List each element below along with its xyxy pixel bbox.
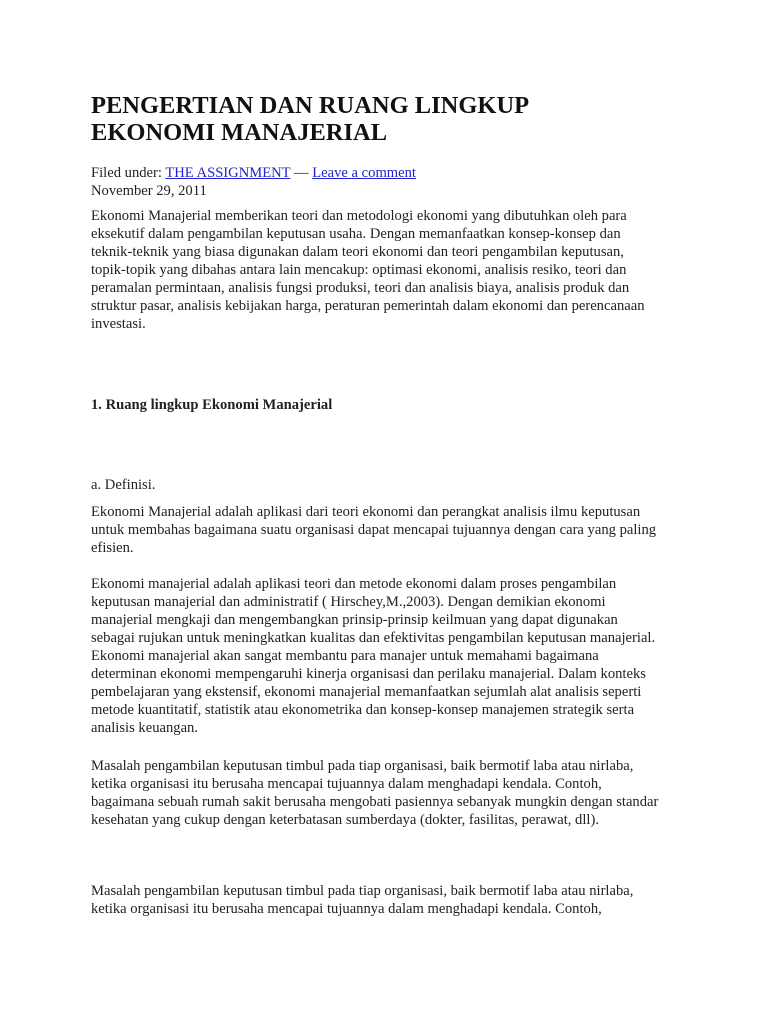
text-line: Masalah pengambilan keputusan timbul pada tiap organisasi, baik bermotif laba atau nirlaba, <box>91 758 634 774</box>
text-line: ketika organisasi itu berusaha mencapai tujuannya dalam menghadapi kendala. Contoh, <box>91 901 602 917</box>
subheading: a. Definisi. <box>91 477 156 493</box>
text-line: bagaimana sebuah rumah sakit berusaha mengobati pasiennya sebanyak mungkin dengan standar <box>91 794 659 810</box>
text-line: Ekonomi manajerial adalah aplikasi teori dan metode ekonomi dalam proses pengambilan <box>91 576 617 592</box>
text-line: analisis keuangan. <box>91 720 198 736</box>
page-title <box>91 92 529 146</box>
text-line: efisien. <box>91 540 134 556</box>
text-line: teknik-teknik yang biasa digunakan dalam teori ekonomi dan teori pengambilan keputusan, <box>91 244 624 260</box>
text-line: ketika organisasi itu berusaha mencapai tujuannya dalam menghadapi kendala. Contoh, <box>91 776 602 792</box>
text-line: metode kuantitatif, statistik atau ekonometrika dan konsep-konsep manajemen strategik serta <box>91 702 635 718</box>
text-line: Ekonomi Manajerial memberikan teori dan metodologi ekonomi yang dibutuhkan oleh para <box>91 208 627 224</box>
text-line: Ekonomi manajerial akan sangat membantu para manajer untuk memahami bagaimana <box>91 648 599 664</box>
filed-under-label: Filed under: <box>91 165 162 181</box>
category-link[interactable]: THE ASSIGNMENT <box>165 165 291 181</box>
text-line: struktur pasar, analisis kebijakan harga, peraturan pemerintah dalam ekonomi dan perencanaan <box>91 298 645 314</box>
post-meta <box>91 164 731 200</box>
definition-paragraph <box>91 503 731 557</box>
text-line: sebagai rujukan untuk meningkatkan kualitas dan efektivitas pengambilan keputusan manajerial. <box>91 630 656 646</box>
text-line: Masalah pengambilan keputusan timbul pada tiap organisasi, baik bermotif laba atau nirlaba, <box>91 883 634 899</box>
text-line: pembelajaran yang ekstensif, ekonomi manajerial memanfaatkan sejumlah alat analisis seperti <box>91 684 642 700</box>
masalah-paragraph-repeat <box>91 882 731 918</box>
leave-comment-link[interactable]: Leave a comment <box>312 165 416 181</box>
text-line: kesehatan yang cukup dengan keterbatasan sumberdaya (dokter, fasilitas, perawat, dll). <box>91 812 599 828</box>
text-line: manajerial mengkaji dan mengembangkan prinsip-prinsip keilmuan yang dapat digunakan <box>91 612 618 628</box>
text-line: keputusan manajerial dan administratif ( Hirschey,M.,2003). Dengan demikian ekonomi <box>91 594 606 610</box>
text-line: untuk membahas bagaimana suatu organisasi dapat mencapai tujuannya dengan cara yang paling <box>91 522 657 538</box>
title-line: EKONOMI MANAJERIAL <box>91 119 388 146</box>
post-date: November 29, 2011 <box>91 183 207 199</box>
meta-separator: — <box>294 165 309 181</box>
text-line: investasi. <box>91 316 146 332</box>
section-heading: 1. Ruang lingkup Ekonomi Manajerial <box>91 397 333 413</box>
masalah-paragraph <box>91 757 731 829</box>
text-line: topik-topik yang dibahas antara lain mencakup: optimasi ekonomi, analisis resiko, teori dan <box>91 262 627 278</box>
text-line: Ekonomi Manajerial adalah aplikasi dari teori ekonomi dan perangkat analisis ilmu keputusan <box>91 504 641 520</box>
definition2-paragraph <box>91 575 731 737</box>
text-line: eksekutif dalam pengambilan keputusan usaha. Dengan memanfaatkan konsep-konsep dan <box>91 226 621 242</box>
text-line: determinan ekonomi mempengaruhi kinerja organisasi dan perilaku manajerial. Dalam konteks <box>91 666 646 682</box>
intro-paragraph <box>91 207 731 333</box>
title-line: PENGERTIAN DAN RUANG LINGKUP <box>91 92 530 119</box>
text-line: peramalan permintaan, analisis fungsi produksi, teori dan analisis biaya, analisis produk dan <box>91 280 630 296</box>
